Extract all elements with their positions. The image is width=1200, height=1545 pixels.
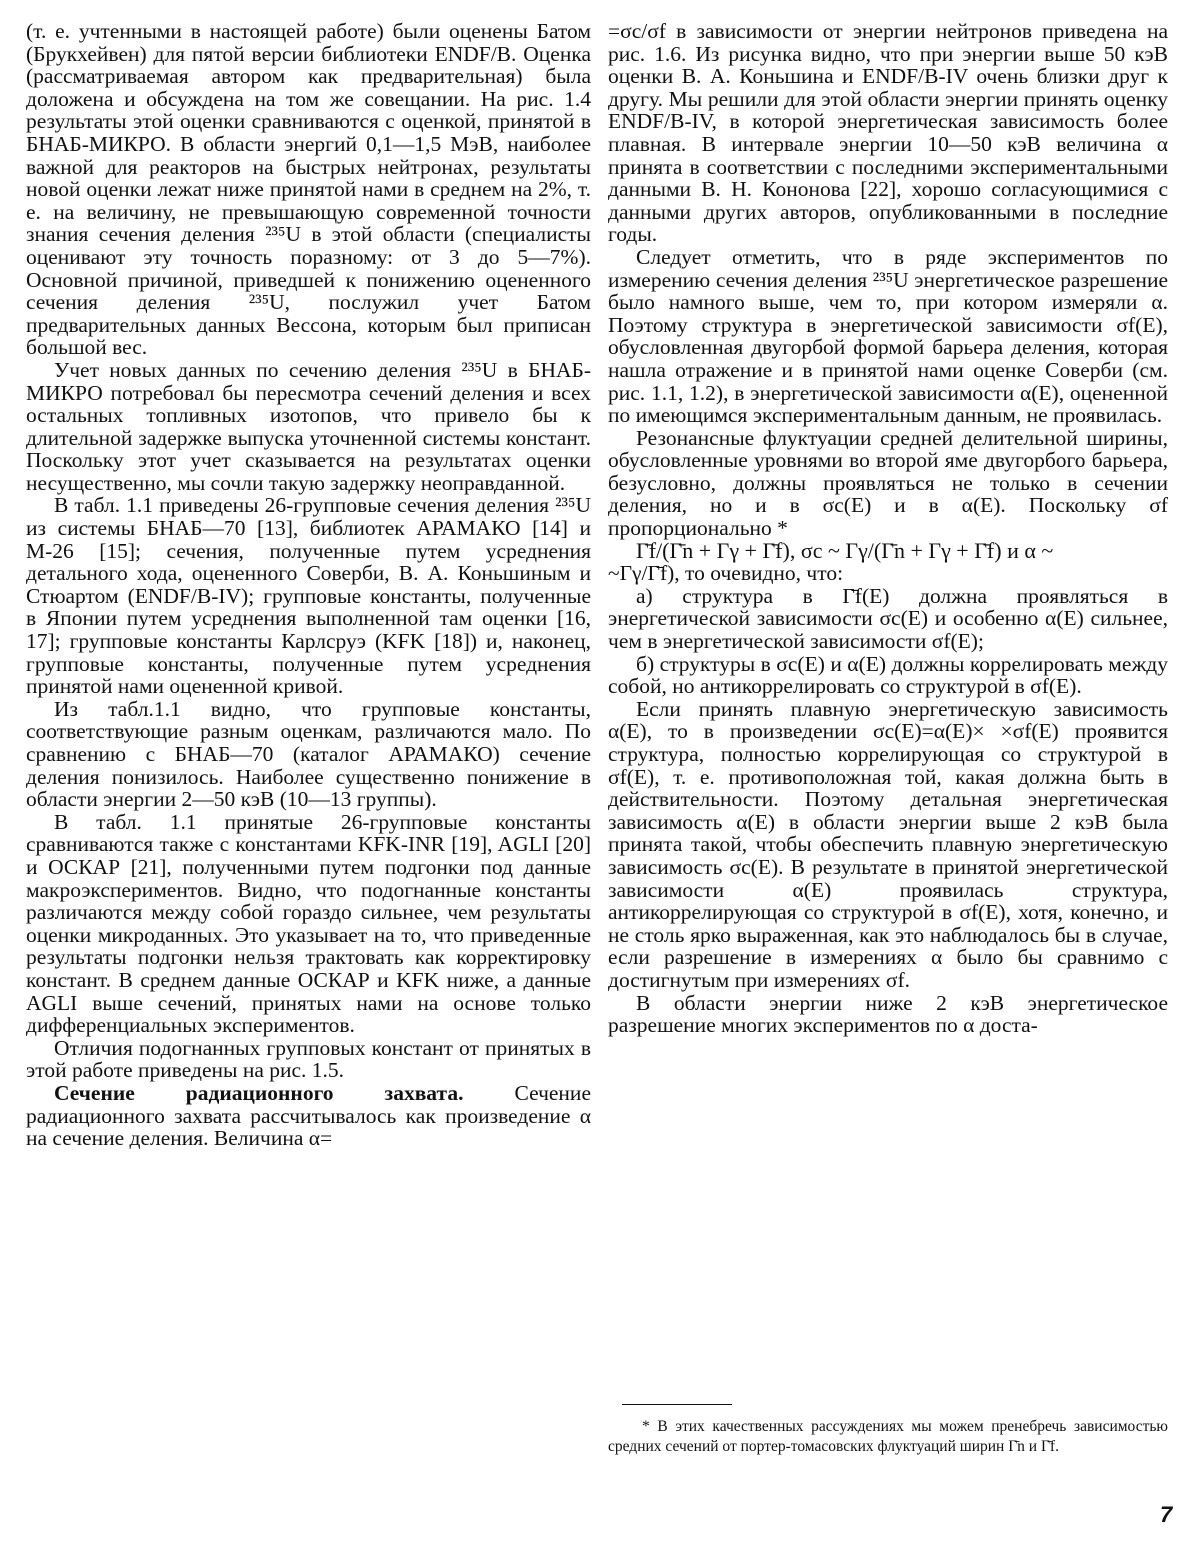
paragraph: В табл. 1.1 принятые 26-групповые константы сравниваются также с константами KFK-INR [19], AGLI [20] и ОСКАР [21], полученными путем подгонки под данные макроэкспериментов. Видно, что подогнанные константы различаются между собой гораздо сильнее, чем результаты оценки микроданных. Это указывает на то, что приведенные результаты подгонки нельзя трактовать как корректировку констант. В среднем данные ОСКАР и KFK ниже, а данные AGLI выше сечений, принятых нами на основе только дифференциальных экспериментов. bbox=[26, 809, 591, 1038]
paragraph: Резонансные флуктуации средней делительной ширины, обусловленные уровнями во второй яме двугорбого барьера, безусловно, должны проявляться не только в сечении деления, но и в σc(E) и в α(E). Поскольку σf пропорционально * bbox=[608, 425, 1168, 541]
paragraph: Из табл.1.1 видно, что групповые константы, соответствующие разным оценкам, различаются мало. По сравнению с БНАБ—70 (каталог АРАМАКО) сечение деления понизилось. Наиболее существенно понижение в области энергии 2—50 кэВ (10—13 группы). bbox=[26, 696, 591, 812]
footnote-text: * В этих качественных рассуждениях мы можем пренебречь зависимостью средних сечений от портер-томасовских флуктуаций ширин Γ̄n и Γ̄f. bbox=[608, 1418, 1168, 1455]
left-column bbox=[26, 20, 591, 1150]
page-number: 7 bbox=[1160, 1502, 1173, 1527]
paragraph: Учет новых данных по сечению деления ²³⁵U в БНАБ-МИКРО потребовал бы пересмотра сечений деления и всех остальных топливных изотопов, что привело бы к длительной задержке выпуска уточненной системы констант. Поскольку этот учет сказывается на результатах оценки несущественно, мы сочли такую задержку неоправданной. bbox=[26, 357, 591, 495]
paragraph-text: Сечение радиационного захвата рассчитывалось как произведение α на сечение деления. Величина α= bbox=[26, 1080, 591, 1151]
footnote-divider bbox=[622, 1404, 732, 1405]
list-item-b: б) структуры в σc(E) и α(E) должны коррелировать между собой, но антикоррелировать со структурой в σf(E). bbox=[608, 651, 1168, 699]
formula-line: Γ̄f/(Γ̄n + Γγ + Γ̄f), σc ~ Γγ/(Γ̄n + Γγ + Γ̄f) и α ~ bbox=[636, 537, 1054, 563]
list-item-a: а) структура в Γ̄f(E) должна проявляться в энергетической зависимости σc(E) и особенно α(E) сильнее, чем в энергетической зависимости σf(E); bbox=[608, 583, 1168, 654]
formula-continuation: ~Γγ/Γ̄f), то очевидно, что: bbox=[608, 561, 844, 586]
paragraph: Следует отметить, что в ряде экспериментов по измерению сечения деления ²³⁵U энергетическое разрешение было намного выше, чем то, при котором измеряли α. Поэтому структура в энергетической зависимости σf(E), обусловленная двугорбой формой барьера деления, которая нашла отражение и в принятой нами оценке Соверби (см. рис. 1.1, 1.2), в энергетической зависимости α(E), оцененной по имеющимся экспериментальным данным, не проявилась. bbox=[608, 244, 1168, 428]
paragraph: В области энергии ниже 2 кэВ энергетическое разрешение многих экспериментов по α доста- bbox=[608, 990, 1168, 1038]
paragraph: (т. е. учтенными в настоящей работе) были оценены Батом (Брукхейвен) для пятой версии библиотеки ENDF/B. Оценка (рассматриваемая автором как предварительная) была доложена и обсуждена на том же совещании. На рис. 1.4 результаты этой оценки сравниваются с оценкой, принятой в БНАБ-МИКРО. В области энергий 0,1—1,5 МэВ, наиболее важной для реакторов на быстрых нейтронах, результаты новой оценки лежат ниже принятой нами в среднем на 2%, т. е. на величину, не превышающую современной точности знания сечения деления ²³⁵U в этой области (специалисты оценивают эту точность поразному: от 3 до 5—7%). Основной причиной, приведшей к понижению оцененного сечения деления ²³⁵U, послужил учет Батом предварительных данных Вессона, которым был приписан большой вес. bbox=[26, 19, 591, 360]
section-run-in-title: Сечение радиационного захвата. bbox=[54, 1080, 464, 1105]
footnote bbox=[608, 1417, 1168, 1457]
paragraph: Если принять плавную энергетическую зависимость α(E), то в произведении σc(E)=α(E)× ×σf(E) проявится структура, полностью коррелирующая со структурой в σf(E), т. е. противоположная той, какая должна быть в действительности. Поэтому детальная энергетическая зависимость α(E) в области энергии выше 2 кэВ была принята такой, чтобы обеспечить плавную энергетическую зависимость σc(E). В результате в принятой энергетической зависимости α(E) проявилась структура, антикоррелирующая со структурой в σf(E), хотя, конечно, и не столь ярко выраженная, как это наблюдалось бы в случае, если разрешение в измерениях α было бы сравнимо с достигнутым при измерениях σf. bbox=[608, 696, 1168, 992]
right-column bbox=[608, 20, 1168, 1037]
paragraph: =σc/σf в зависимости от энергии нейтронов приведена на рис. 1.6. Из рисунка видно, что при энергии выше 50 кэВ оценки В. А. Коньшина и ENDF/B-IV очень близки друг к другу. Мы решили для этой области энергии принять оценку ENDF/B-IV, в которой энергетическая зависимость более плавная. В интервале энергии 10—50 кэВ величина α принята в соответствии с последними экспериментальными данными В. Н. Кононова [22], хорошо согласующимися с данными других авторов, опубликованными в последние годы. bbox=[608, 19, 1168, 247]
paragraph-capture-section bbox=[26, 1082, 591, 1150]
paragraph: Отличия подогнанных групповых констант от принятых в этой работе приведены на рис. 1.5. bbox=[26, 1035, 591, 1083]
paragraph: В табл. 1.1 приведены 26-групповые сечения деления ²³⁵U из системы БНАБ—70 [13], библиотек АРАМАКО [14] и М-26 [15]; сечения, полученные путем усреднения детального хода, оцененного Соверби, В. А. Коньшиным и Стюартом (ENDF/B-IV); групповые константы, полученные в Японии путем усреднения выполненной там оценки [16, 17]; групповые константы Карлсруэ (KFK [18]) и, наконец, групповые константы, полученные путем усреднения принятой нами оцененной кривой. bbox=[26, 493, 591, 699]
